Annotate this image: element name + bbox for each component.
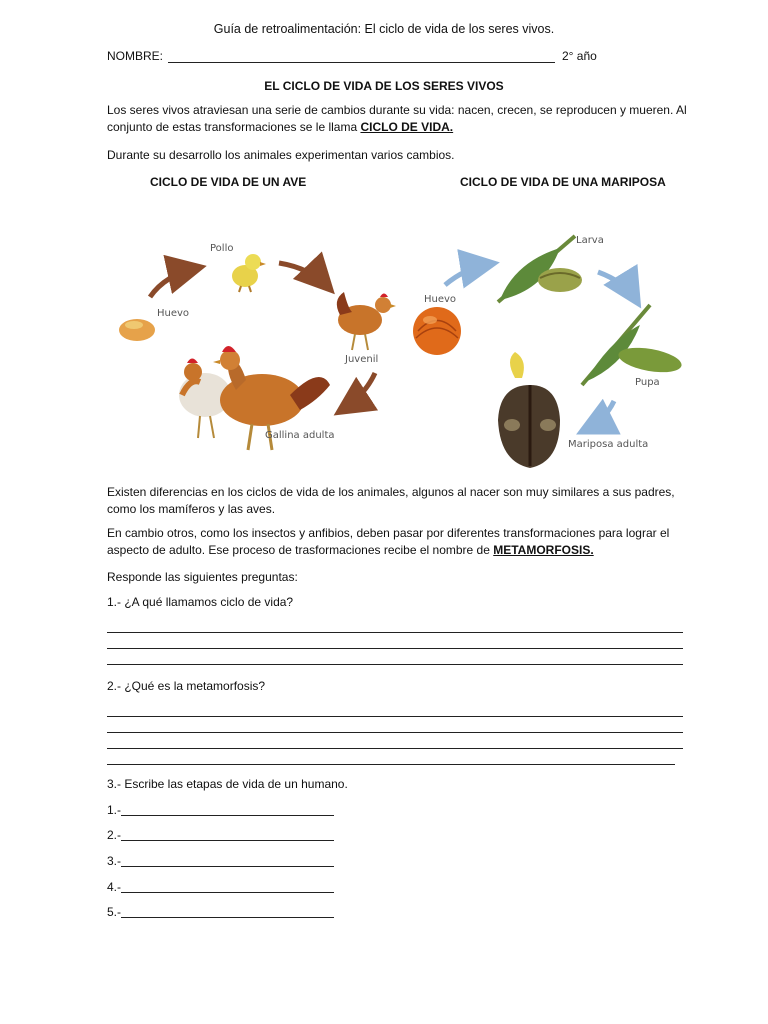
juvenile-rooster-icon bbox=[337, 292, 396, 350]
label-adult-hen: Gallina adulta bbox=[265, 430, 335, 441]
question-3: 3.- Escribe las etapas de vida de un humano. bbox=[107, 777, 348, 791]
bird-cycle-title: CICLO DE VIDA DE UN AVE bbox=[150, 175, 307, 189]
stage-1-label: 1.- bbox=[107, 803, 122, 817]
arrow-larva-to-pupa bbox=[598, 272, 636, 300]
label-bird-egg: Huevo bbox=[157, 308, 190, 319]
answer-line[interactable] bbox=[107, 716, 683, 717]
larva-icon bbox=[498, 236, 582, 302]
label-pupa: Pupa bbox=[635, 377, 660, 388]
intro-paragraph bbox=[107, 102, 697, 136]
stage-4-label: 4.- bbox=[107, 880, 122, 894]
stage-3-field[interactable] bbox=[121, 866, 334, 867]
name-label: NOMBRE: bbox=[107, 49, 164, 63]
answer-line[interactable] bbox=[107, 764, 675, 765]
butterfly-icon bbox=[498, 352, 560, 468]
metamorphosis-term: METAMORFOSIS. bbox=[493, 543, 594, 557]
instructions: Responde las siguientes preguntas: bbox=[107, 570, 298, 584]
stage-5-field[interactable] bbox=[121, 917, 334, 918]
answer-line[interactable] bbox=[107, 748, 683, 749]
question-2: 2.- ¿Qué es la metamorfosis? bbox=[107, 679, 266, 693]
stage-3-label: 3.- bbox=[107, 854, 122, 868]
butterfly-cycle-title: CICLO DE VIDA DE UNA MARIPOSA bbox=[460, 175, 666, 189]
intro-text: Los seres vivos atraviesan una serie de cambios durante su vida: nacen, crecen, se reproducen y mueren. Al conjunto de estas transformaciones se le llama bbox=[107, 103, 687, 134]
label-adult-butterfly: Mariposa adulta bbox=[568, 439, 649, 450]
stage-2-label: 2.- bbox=[107, 828, 122, 842]
label-butterfly-egg: Huevo bbox=[424, 294, 457, 305]
answer-line[interactable] bbox=[107, 664, 683, 665]
arrow-chick-to-juvenile bbox=[279, 263, 328, 287]
metamorphosis-paragraph bbox=[107, 525, 697, 559]
arrow-juvenile-to-adult bbox=[342, 373, 375, 410]
grade-label: 2° año bbox=[562, 49, 597, 63]
stage-4-field[interactable] bbox=[121, 892, 334, 893]
answer-line[interactable] bbox=[107, 648, 683, 649]
arrow-egg-to-chick bbox=[150, 268, 197, 297]
label-chick: Pollo bbox=[210, 243, 234, 254]
butterfly-egg-icon bbox=[413, 307, 461, 355]
answer-line[interactable] bbox=[107, 732, 683, 733]
stage-5-label: 5.- bbox=[107, 905, 122, 919]
development-paragraph: Durante su desarrollo los animales experimentan varios cambios. bbox=[107, 148, 455, 162]
stage-2-field[interactable] bbox=[121, 840, 334, 841]
section-heading: EL CICLO DE VIDA DE LOS SERES VIVOS bbox=[264, 79, 504, 93]
pupa-icon bbox=[582, 305, 683, 385]
answer-line[interactable] bbox=[107, 632, 683, 633]
name-field[interactable] bbox=[168, 62, 555, 63]
bird-cycle-art bbox=[0, 0, 1, 1]
worksheet-title: Guía de retroalimentación: El ciclo de vida de los seres vivos. bbox=[213, 22, 555, 36]
stage-1-field[interactable] bbox=[121, 815, 334, 816]
life-cycle-term: CICLO DE VIDA. bbox=[360, 120, 454, 134]
arrow-egg-to-larva bbox=[445, 264, 490, 285]
metamorphosis-text: En cambio otros, como los insectos y anfibios, deben pasar por diferentes transformaciones para lograr el aspecto de adulto. Ese proceso de trasformaciones recibe el nombre de bbox=[107, 526, 670, 557]
differences-paragraph: Existen diferencias en los ciclos de vida de los animales, algunos al nacer son muy similares a sus padres, como los mamíferos y las aves. bbox=[107, 485, 675, 516]
label-larva: Larva bbox=[576, 235, 604, 246]
arrow-pupa-to-butterfly bbox=[585, 401, 614, 430]
question-1: 1.- ¿A qué llamamos ciclo de vida? bbox=[107, 595, 294, 609]
label-juvenile: Juvenil bbox=[345, 354, 379, 365]
